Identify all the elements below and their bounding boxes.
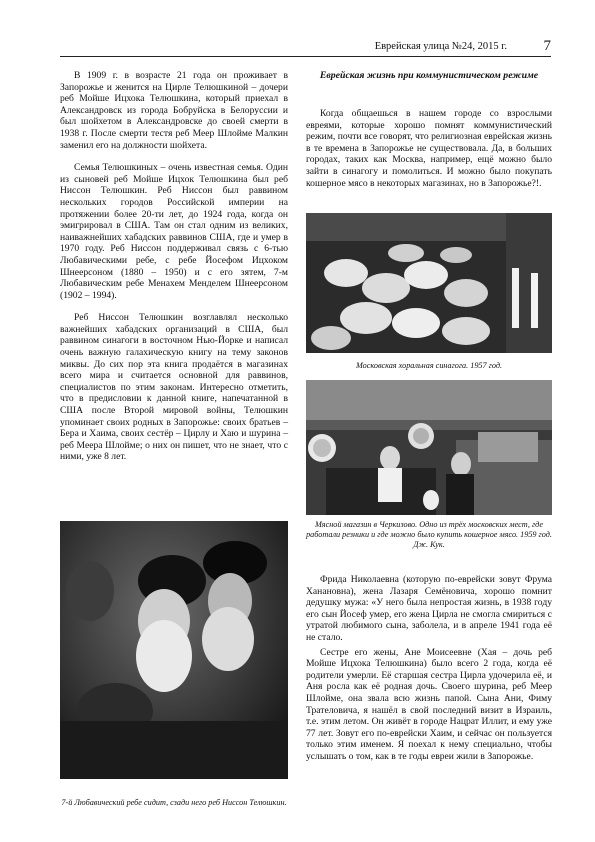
butcher-shop-photo-image [306, 380, 552, 515]
synagogue-photo [306, 213, 552, 353]
right-paragraph-2: Сестре его жены, Ане Моисеевне (Хая – дочь реб Мойше Ицхока Телюшкина) было всего 2 года, когда её родители умерли. Её старшая сестра Цирла удочерила её, и Аня росла как её родная дочь. Своего шурина, реб Меер Шлойме, она звала всю жизнь папой. Сына Ани, Фиму Трателовича, я нашёл в свой последний визит в Израиль, т.е. этим летом. Он живёт в городе Нацрат Иллит, и ему уже 77 лет. Зовут его по-еврейски Хаим, и сейчас он пользуется только этим именем. Я поехал к нему специально, чтобы услышать о том, как в те годы евреи жили в Запорожье. [306, 646, 552, 762]
butcher-shop-photo-caption: Мясной магазин в Черкизово. Одно из трёх московских мест, где работали резники и где можно было купить кошерное мясо. 1959 год. Дж. Кук. [306, 520, 552, 549]
page-number: 7 [543, 38, 551, 54]
left-column-text [60, 70, 288, 463]
left-paragraph-1: В 1909 г. в возрасте 21 года он проживает в Запорожье и женится на Цирле Телюшкиной – дочери реб Мойше Ицхока Телюшкина, который приехал в Александровск из города Бобруйска в Белоруссии и был шойхетом в Александровске до своей смерти в 1938 г. После смерти тестя реб Меер Шлойме Малкин заменил его на должности шойхета. [60, 70, 288, 151]
rebbe-photo-image [60, 521, 288, 779]
publication-title: Еврейская улица №24, 2015 г. [374, 41, 507, 52]
butcher-shop-photo [306, 380, 552, 515]
page-header [60, 38, 551, 57]
left-paragraph-2: Семья Телюшкиных – очень известная семья. Один из сыновей реб Мойше Ицхок Телюшкина был реб Ниссон Телюшкин. Реб Ниссон был раввином нескольких городов Российской империи на протяжении более 20-ти лет, до 1924 года, когда он эмигрировал в США. Там он стал одним из великих, наиважнейших хабадских раввинов США, где и умер в 1970 году. Реб Ниссон поддерживал связь с 6-тью Любавическими ребе, с ребе Йосефом Ицхоком Шнеерсоном (1880 – 1950) и с его зятем, 7-м Любавическим ребе Менахем Менделем Шнеерсоном (1902 – 1994). [60, 162, 288, 301]
section-subheading: Еврейская жизнь при коммунистическом режиме [319, 70, 539, 81]
right-paragraph-1: Фрида Николаевна (которую по-еврейски зовут Фрума Ханановна), жена Лазаря Семёновича, хорошо помнит дедушку мужа: «У него была непростая жизнь, в 1938 году его сын Йосеф умер, его жена Цирла не смогла смириться с утратой любимого сына, заболела, и в апреле 1941 года её не стало. [306, 574, 552, 643]
left-paragraph-3: Реб Ниссон Телюшкин возглавлял несколько важнейших хабадских организаций в США, был раввином синагоги в восточном Нью-Йорке и написал очень важную галахическую книгу на тему законов миквы. До сих пор эта книга продаётся в магазинах всего мира и считается основной для раввинов, специалистов по этим законам. Интересно отметить, что в предисловии к данной книге, напечатанной в США после Второй мировой войны, Телюшкин упоминает своих родных в Запорожье: своих братьев – Бера и Хаима, своих сестёр – Цирлу и Хаю и шурина – реб Меера Шлойме; о них он пишет, что не знает, что с ними, уже 8 лет. [60, 312, 288, 463]
rebbe-photo [60, 521, 288, 779]
synagogue-photo-image [306, 213, 552, 353]
right-column-body [306, 574, 552, 763]
synagogue-photo-caption: Московская хоральная синагога. 1957 год. [355, 361, 503, 370]
rebbe-photo-caption: 7-й Любавический ребе сидит, сзади него реб Ниссон Телюшкин. [61, 798, 287, 807]
right-intro-paragraph: Когда общаешься в нашем городе со взрослыми евреями, которые хорошо помнят коммунистический режим, почти все говорят, что религиозная еврейская жизнь в те времена в Запорожье не существовала. Да, в больших городах, таких как Москва, например, ещё можно было зайти в синагогу и помолиться. И можно было покупать кошерное мясо в некоторых магазинах, но в Запорожье?!. [306, 108, 552, 189]
right-column-intro [306, 108, 552, 189]
